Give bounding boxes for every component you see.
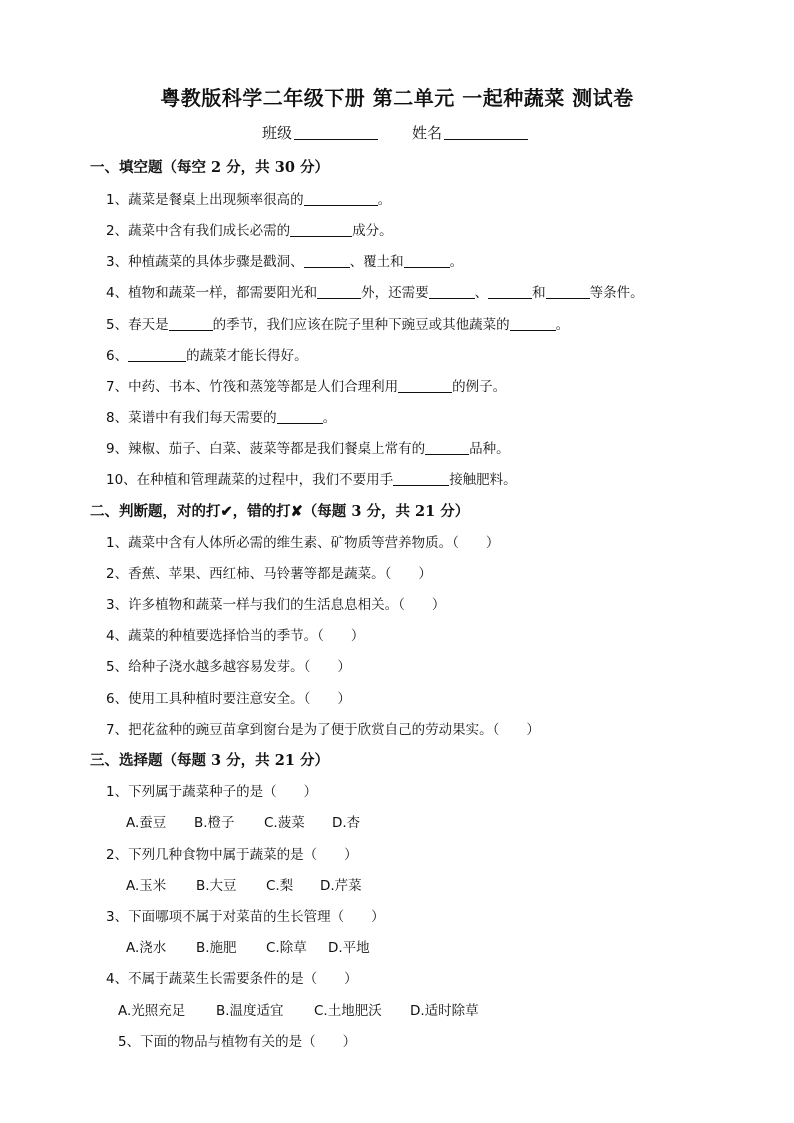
choice-question-2: 2、下列几种食物中属于蔬菜的是（ ） — [106, 847, 358, 863]
fill-question-4 — [106, 281, 644, 301]
fill-question-5 — [106, 313, 569, 333]
option-b[interactable]: B.温度适宜 — [216, 1003, 284, 1019]
fill-question-6 — [106, 344, 308, 364]
choice-options-2 — [126, 874, 380, 894]
judge-question-6[interactable]: 6、使用工具种植时要注意安全。（ ） — [106, 691, 351, 707]
answer-blank[interactable] — [488, 285, 532, 299]
answer-blank[interactable] — [398, 379, 452, 393]
section-fill-in-heading: 一、填空题（每空 2 分，共 30 分） — [90, 159, 329, 176]
class-blank[interactable] — [294, 125, 378, 140]
judge-question-4[interactable]: 4、蔬菜的种植要选择恰当的季节。（ ） — [106, 628, 365, 644]
name-blank[interactable] — [444, 125, 528, 140]
question-text: 8、菜谱中有我们每天需要的 — [106, 410, 277, 426]
name-field — [412, 122, 528, 143]
fill-question-1 — [106, 188, 391, 208]
choice-question-5: 5、下面的物品与植物有关的是（ ） — [118, 1034, 357, 1050]
choice-options-4 — [118, 999, 500, 1019]
option-d[interactable]: D.芹菜 — [320, 878, 362, 894]
question-text: 和 — [532, 285, 546, 301]
question-text: 。 — [449, 254, 464, 270]
fill-question-9 — [106, 437, 510, 457]
class-field — [262, 122, 378, 143]
judge-question-2[interactable]: 2、香蕉、苹果、西红柿、马铃薯等都是蔬菜。（ ） — [106, 566, 432, 582]
question-text: 、覆土和 — [349, 254, 404, 270]
answer-blank[interactable] — [169, 317, 213, 331]
choice-question-1: 1、下列属于蔬菜种子的是（ ） — [106, 784, 318, 800]
option-a[interactable]: A.浇水 — [126, 940, 167, 956]
question-text: 10、在种植和管理蔬菜的过程中，我们不要用手 — [106, 472, 394, 488]
section-multiple-choice-heading: 三、选择题（每题 3 分，共 21 分） — [90, 752, 329, 769]
question-text: 1、蔬菜是餐桌上出现频率很高的 — [106, 192, 304, 208]
answer-blank[interactable] — [404, 254, 450, 268]
option-c[interactable]: C.梨 — [266, 878, 294, 894]
option-d[interactable]: D.适时除草 — [410, 1003, 479, 1019]
option-a[interactable]: A.玉米 — [126, 878, 167, 894]
fill-question-2 — [106, 219, 393, 239]
answer-blank[interactable] — [277, 410, 323, 424]
question-text: 成分。 — [352, 223, 393, 239]
question-text: 的蔬菜才能长得好。 — [186, 348, 308, 364]
question-text: 9、辣椒、茄子、白菜、菠菜等都是我们餐桌上常有的 — [106, 441, 426, 457]
answer-blank[interactable] — [317, 285, 361, 299]
answer-blank[interactable] — [304, 254, 350, 268]
question-text: 、 — [474, 285, 489, 301]
option-d[interactable]: D.杏 — [332, 815, 361, 831]
choice-question-3: 3、下面哪项不属于对菜苗的生长管理（ ） — [106, 909, 385, 925]
option-a[interactable]: A.光照充足 — [118, 1003, 186, 1019]
fill-question-8 — [106, 406, 336, 426]
question-text: 7、中药、书本、竹筏和蒸笼等都是人们合理利用 — [106, 379, 399, 395]
question-text: 。 — [555, 317, 570, 333]
question-text: 的季节，我们应该在院子里种下豌豆或其他蔬菜的 — [212, 317, 510, 333]
choice-question-4: 4、不属于蔬菜生长需要条件的是（ ） — [106, 971, 358, 987]
choice-options-3 — [126, 936, 388, 956]
option-a[interactable]: A.蚕豆 — [126, 815, 167, 831]
question-text: 外，还需要 — [361, 285, 429, 301]
fill-question-3 — [106, 250, 463, 270]
option-c[interactable]: C.土地肥沃 — [314, 1003, 382, 1019]
option-c[interactable]: C.除草 — [266, 940, 307, 956]
question-text: 2、蔬菜中含有我们成长必需的 — [106, 223, 291, 239]
option-b[interactable]: B.施肥 — [196, 940, 237, 956]
judge-question-1[interactable]: 1、蔬菜中含有人体所必需的维生素、矿物质等营养物质。（ ） — [106, 535, 500, 551]
option-c[interactable]: C.菠菜 — [264, 815, 305, 831]
choice-options-1 — [126, 811, 382, 831]
answer-blank[interactable] — [393, 472, 449, 486]
question-text: 4、植物和蔬菜一样，都需要阳光和 — [106, 285, 318, 301]
question-text: 6、 — [106, 348, 129, 364]
fill-question-7 — [106, 375, 506, 395]
question-text: 品种。 — [469, 441, 510, 457]
answer-blank[interactable] — [304, 192, 378, 206]
option-b[interactable]: B.大豆 — [196, 878, 237, 894]
judge-question-3[interactable]: 3、许多植物和蔬菜一样与我们的生活息息相关。（ ） — [106, 597, 446, 613]
answer-blank[interactable] — [128, 348, 186, 362]
question-text: 的例子。 — [452, 379, 507, 395]
class-label: 班级 — [262, 124, 293, 142]
option-d[interactable]: D.平地 — [328, 940, 370, 956]
question-text: 等条件。 — [589, 285, 644, 301]
question-text: 5、春天是 — [106, 317, 169, 333]
answer-blank[interactable] — [425, 441, 469, 455]
question-text: 。 — [377, 192, 392, 208]
question-text: 3、种植蔬菜的具体步骤是戳洞、 — [106, 254, 304, 270]
judge-question-7[interactable]: 7、把花盆种的豌豆苗拿到窗台是为了便于欣赏自己的劳动果实。（ ） — [106, 722, 540, 738]
answer-blank[interactable] — [546, 285, 590, 299]
fill-question-10 — [106, 468, 517, 488]
question-text: 接触肥料。 — [449, 472, 517, 488]
name-label: 姓名 — [412, 124, 443, 142]
answer-blank[interactable] — [290, 223, 352, 237]
answer-blank[interactable] — [429, 285, 475, 299]
page-title: 粤教版科学二年级下册 第二单元 一起种蔬菜 测试卷 — [160, 86, 634, 110]
question-text: 。 — [322, 410, 337, 426]
answer-blank[interactable] — [510, 317, 556, 331]
section-true-false-heading: 二、判断题，对的打✔，错的打✘（每题 3 分，共 21 分） — [90, 503, 470, 520]
judge-question-5[interactable]: 5、给种子浇水越多越容易发芽。（ ） — [106, 659, 351, 675]
option-b[interactable]: B.橙子 — [194, 815, 235, 831]
